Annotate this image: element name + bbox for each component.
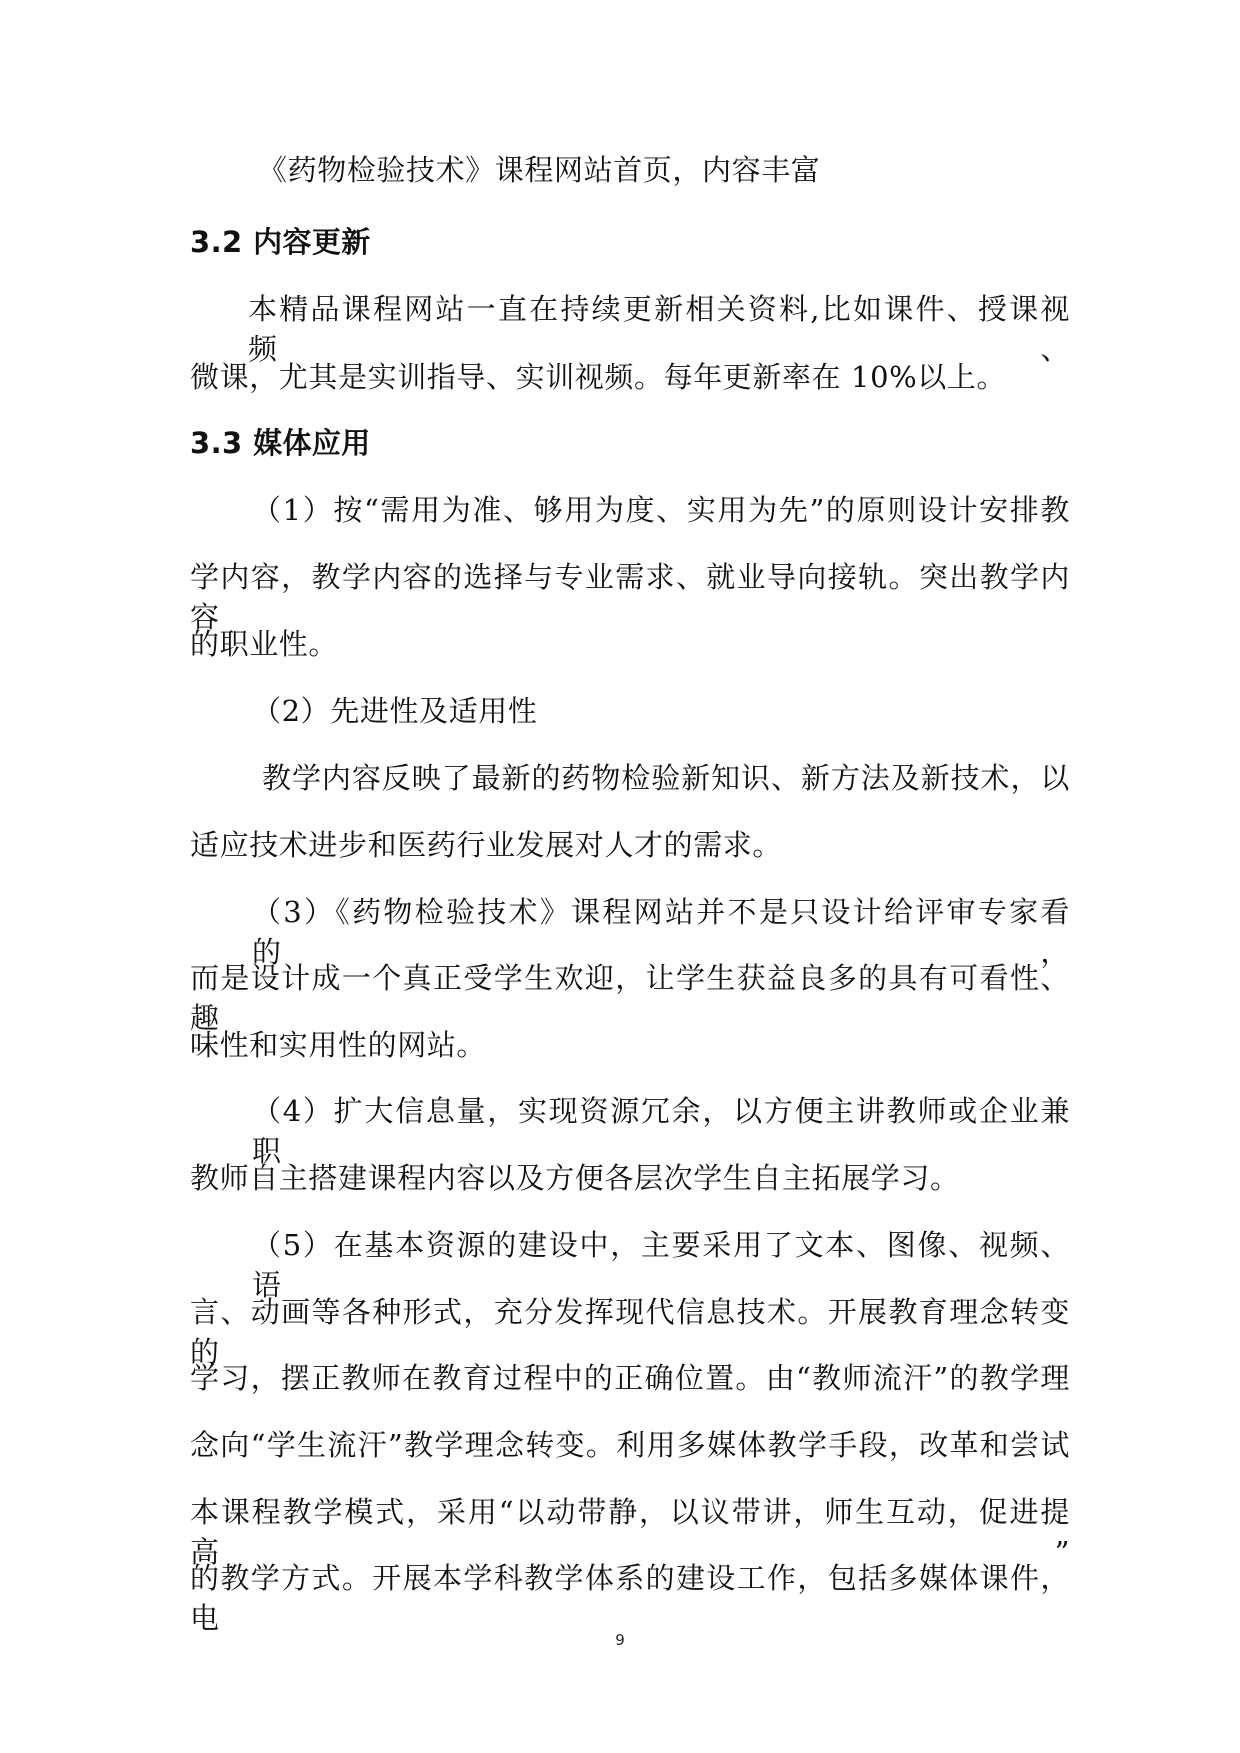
paragraph-line: 教学内容反映了最新的药物检验新知识、新方法及新技术，以	[262, 761, 1070, 795]
paragraph-line: （1）按“需用为准、够用为度、实用为先”的原则设计安排教	[252, 493, 1070, 527]
paragraph-line: 的教学方式。开展本学科教学体系的建设工作，包括多媒体课件，电	[190, 1561, 1070, 1635]
paragraph-line: （2）先进性及适用性	[252, 694, 538, 728]
paragraph-line: 教师自主搭建课程内容以及方便各层次学生自主拓展学习。	[190, 1161, 960, 1195]
page-number: 9	[615, 1631, 625, 1649]
section-heading-3-2: 3.2 内容更新	[190, 225, 371, 259]
paragraph-line: 本课程教学模式，采用“以动带静，以议带讲，师生互动，促进提高”	[190, 1495, 1070, 1569]
paragraph-line: 的职业性。	[190, 627, 339, 661]
paragraph-line: 微课，尤其是实训指导、实训视频。每年更新率在 10%以上。	[190, 360, 1007, 394]
paragraph-line: 念向“学生流汗”教学理念转变。利用多媒体教学手段，改革和尝试	[190, 1428, 1070, 1462]
paragraph-line: 言、动画等各种形式，充分发挥现代信息技术。开展教育理念转变的	[190, 1295, 1070, 1369]
section-heading-3-3: 3.3 媒体应用	[190, 426, 371, 460]
paragraph-line: 学内容，教学内容的选择与专业需求、就业导向接轨。突出教学内容	[190, 560, 1070, 634]
paragraph-line: 而是设计成一个真正受学生欢迎，让学生获益良多的具有可看性、趣	[190, 961, 1070, 1035]
paragraph-line: 本精品课程网站一直在持续更新相关资料,比如课件、授课视频、	[248, 292, 1070, 366]
paragraph-line: （5）在基本资源的建设中，主要采用了文本、图像、视频、语	[252, 1228, 1070, 1302]
paragraph-line: 适应技术进步和医药行业发展对人才的需求。	[190, 828, 783, 862]
figure-caption: 《药物检验技术》课程网站首页，内容丰富	[258, 153, 821, 187]
paragraph-line: （4）扩大信息量，实现资源冗余，以方便主讲教师或企业兼职	[252, 1094, 1070, 1168]
paragraph-line: 学习，摆正教师在教育过程中的正确位置。由“教师流汗”的教学理	[190, 1361, 1070, 1395]
paragraph-line: （3）《药物检验技术》课程网站并不是只设计给评审专家看的，	[252, 895, 1070, 969]
paragraph-line: 味性和实用性的网站。	[190, 1028, 487, 1062]
